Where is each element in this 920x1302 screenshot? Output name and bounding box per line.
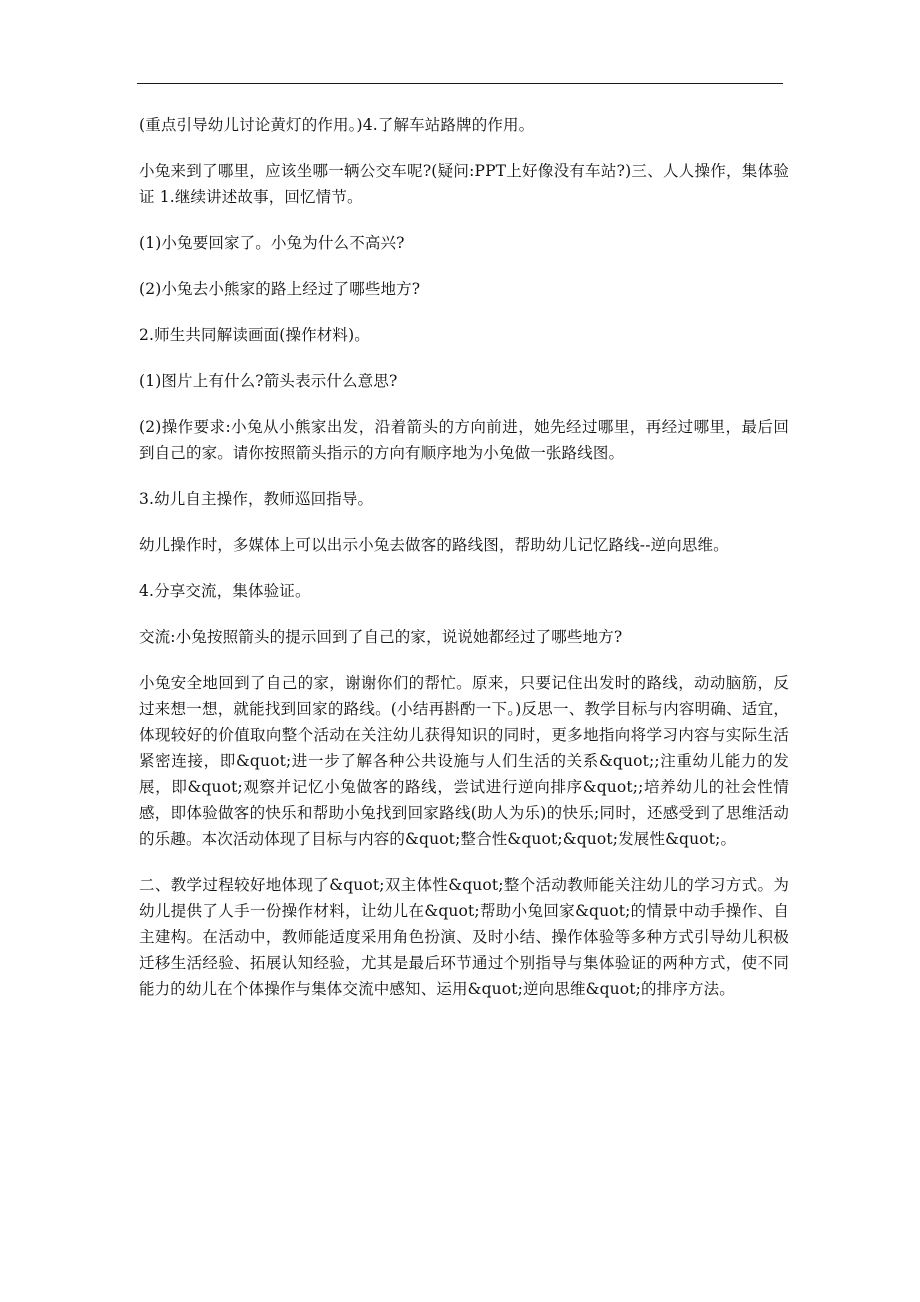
paragraph-yellow-light: (重点引导幼儿讨论黄灯的作用。)4.了解车站路牌的作用。 [139, 116, 535, 134]
paragraph-rabbit-unhappy: (1)小兔要回家了。小兔为什么不高兴? [139, 234, 405, 252]
paragraph-arrow-meaning: (1)图片上有什么?箭头表示什么意思? [139, 372, 398, 390]
header-divider [137, 83, 783, 84]
paragraph-reflection-one: 小兔安全地回到了自己的家，谢谢你们的帮忙。原来，只要记住出发时的路线，动动脑筋，反过来想一想，就能找到回家的路线。(小结再斟酌一下。)反思一、教学目标与内容明确、适宜，体现较好的价值取向整个活动在关注幼儿获得知识的同时，更多地指向将学习内容与实际生活紧密连接，即&quot;进一步了解各种公共设施与人们生活的关系&quot;;注重幼儿能力的发展，即&quot;观察并记忆小兔做客的路线，尝试进行逆向排序&quot;;培养幼儿的社会性情感，即体验做客的快乐和帮助小兔找到回家路线(助人为乐)的快乐;同时，还感受到了思维活动的乐趣。本次活动体现了目标与内容的&quot;整合性&quot;&quot;发展性&quot;。 [139, 674, 789, 848]
document-body [139, 112, 789, 1022]
paragraph-bus-question: 小兔来到了哪里，应该坐哪一辆公交车呢?(疑问:PPT上好像没有车站?)三、人人操作，集体验证 1.继续讲述故事，回忆情节。 [139, 162, 789, 206]
paragraph-multimedia-route: 幼儿操作时，多媒体上可以出示小兔去做客的路线图，帮助幼儿记忆路线--逆向思维。 [139, 536, 729, 554]
paragraph-places-passed: (2)小兔去小熊家的路上经过了哪些地方? [139, 280, 421, 298]
paragraph-reflection-two: 二、教学过程较好地体现了&quot;双主体性&quot;整个活动教师能关注幼儿的学习方式。为幼儿提供了人手一份操作材料，让幼儿在&quot;帮助小兔回家&quot;的情景中动手操作、自主建构。在活动中，教师能适度采用角色扮演、及时小结、操作体验等多种方式引导幼儿积极迁移生活经验、拓展认知经验，尤其是最后环节通过个别指导与集体验证的两种方式，使不同能力的幼儿在个体操作与集体交流中感知、运用&quot;逆向思维&quot;的排序方法。 [139, 876, 789, 998]
paragraph-operation-requirement: (2)操作要求:小兔从小熊家出发，沿着箭头的方向前进，她先经过哪里，再经过哪里，最后回到自己的家。请你按照箭头指示的方向有顺序地为小兔做一张路线图。 [139, 418, 789, 462]
paragraph-self-operation: 3.幼儿自主操作，教师巡回指导。 [139, 490, 374, 508]
paragraph-read-picture: 2.师生共同解读画面(操作材料)。 [139, 326, 370, 344]
paragraph-share-verify: 4.分享交流，集体验证。 [139, 582, 311, 600]
paragraph-exchange: 交流:小兔按照箭头的提示回到了自己的家，说说她都经过了哪些地方? [139, 628, 623, 646]
